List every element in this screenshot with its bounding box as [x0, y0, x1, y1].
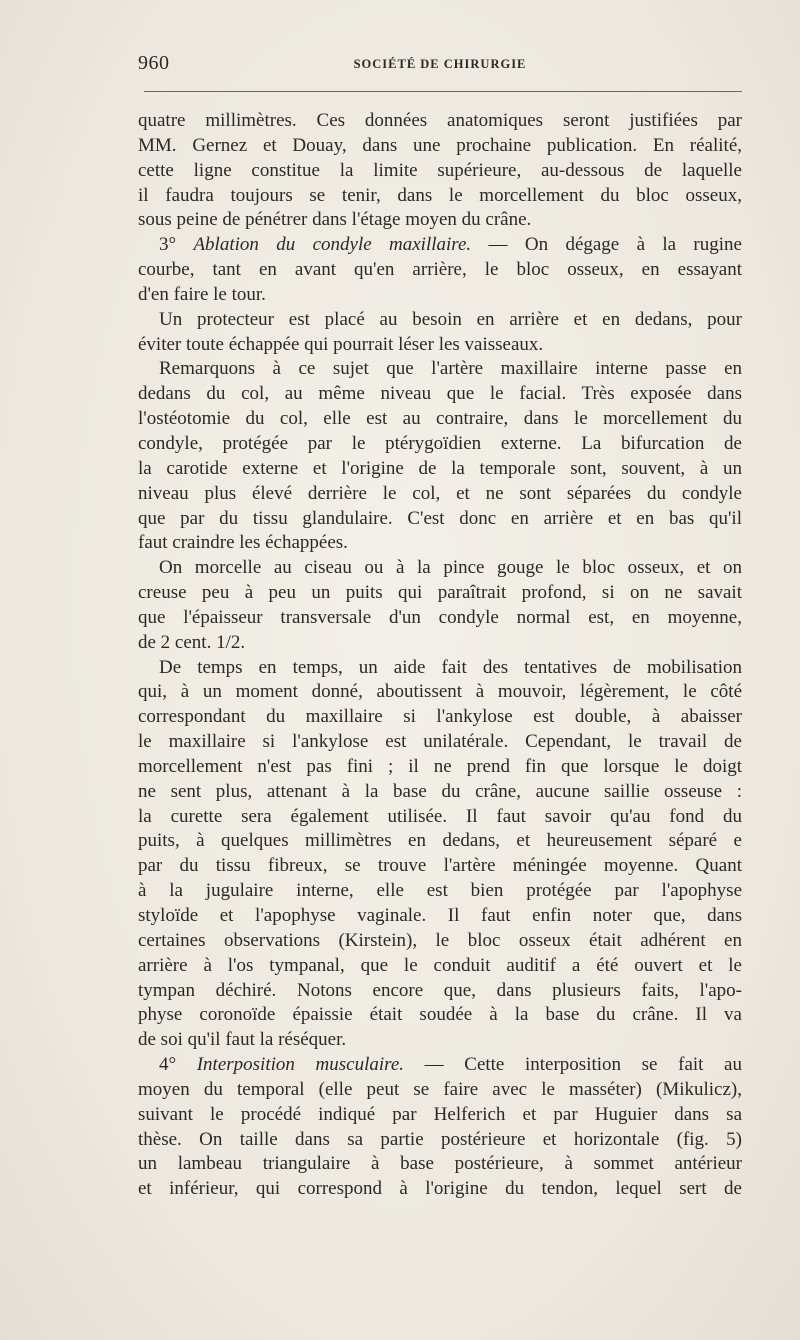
- text-line: [138, 1053, 742, 1078]
- section-number: 4°: [159, 1054, 197, 1076]
- text-line: On morcelle au ciseau ou à la pince gouge le bloc osseux, et on: [159, 557, 742, 579]
- text-line: suivant le procédé indiqué par Helferich et par Huguier dans sa: [138, 1103, 742, 1125]
- text-line: la curette sera également utilisée. Il faut savoir qu'au fond du: [138, 805, 742, 827]
- page-number: 960: [138, 52, 170, 74]
- text-line: sous peine de pénétrer dans l'étage moyen du crâne.: [138, 209, 532, 231]
- text-line: puits, à quelques millimètres en dedans, et heureusement séparé e: [138, 830, 742, 852]
- header-rule: [144, 91, 742, 92]
- text-line: ne sent plus, attenant à la base du crâne, aucune saillie osseuse :: [138, 780, 742, 802]
- text-line: l'ostéotomie du col, elle est au contraire, dans le morcellement du: [138, 408, 742, 430]
- text-line: dedans du col, au même niveau que le facial. Très exposée dans: [138, 383, 742, 405]
- text-line: Remarquons à ce sujet que l'artère maxillaire interne passe en: [159, 358, 742, 380]
- text-line: éviter toute échappée qui pourrait léser les vaisseaux.: [138, 333, 544, 355]
- text-line: creuse peu à peu un puits qui paraîtrait profond, si on ne savait: [138, 582, 742, 604]
- running-head: SOCIÉTÉ DE CHIRURGIE: [353, 57, 527, 71]
- text-line: De temps en temps, un aide fait des tentatives de mobilisation: [159, 656, 742, 678]
- text-line: styloïde et l'apophyse vaginale. Il faut enfin noter que, dans: [138, 905, 742, 926]
- text-line: condyle, protégée par le ptérygoïdien externe. La bifurcation de: [138, 432, 742, 454]
- section-number: 3°: [159, 234, 194, 256]
- text-line: à la jugulaire interne, elle est bien protégée par l'apophyse: [138, 880, 742, 902]
- text-line: la carotide externe et l'origine de la temporale sont, souvent, à un: [138, 457, 742, 479]
- text-line: courbe, tant en avant qu'en arrière, le bloc osseux, en essayant: [138, 259, 742, 281]
- text-line: [138, 233, 742, 258]
- text-line: correspondant du maxillaire si l'ankylose est double, à abaisser: [138, 706, 742, 728]
- text-line: tympan déchiré. Notons encore que, dans plusieurs faits, l'apo-: [138, 979, 742, 1001]
- text-line: et inférieur, qui correspond à l'origine du tendon, lequel sert de: [138, 1178, 742, 1200]
- section-title: Ablation du condyle maxillaire.: [193, 234, 472, 256]
- text-line: certaines observations (Kirstein), le bloc osseux était adhérent en: [138, 929, 742, 951]
- text-line: le maxillaire si l'ankylose est unilatérale. Cependant, le travail de: [138, 731, 742, 753]
- section-text: — Cette interposition se fait au: [404, 1054, 742, 1076]
- text-line: morcellement n'est pas fini ; il ne prend fin que lorsque le doigt: [138, 755, 742, 777]
- text-line: niveau plus élevé derrière le col, et ne sont séparées du condyle: [138, 482, 742, 504]
- text-line: de soi qu'il faut la réséquer.: [138, 1029, 347, 1051]
- text-line: MM. Gernez et Douay, dans une prochaine publication. En réalité,: [138, 134, 742, 156]
- text-line: que l'épaisseur transversale d'un condyle normal est, en moyenne,: [138, 606, 742, 628]
- text-line: physe coronoïde épaissie était soudée à la base du crâne. Il va: [138, 1004, 742, 1026]
- text-line: que par du tissu glandulaire. C'est donc en arrière et en bas qu'il: [138, 507, 742, 529]
- section-text: — On dégage à la rugine: [471, 234, 742, 256]
- text-line: faut craindre les échappées.: [138, 532, 348, 554]
- text-line: quatre millimètres. Ces données anatomiques seront justifiées par: [138, 110, 742, 131]
- text-line: il faudra toujours se tenir, dans le morcellement du bloc osseux,: [138, 184, 742, 206]
- text-line: par du tissu fibreux, se trouve l'artère méningée moyenne. Quant: [138, 855, 742, 877]
- section-title: Interposition musculaire.: [196, 1054, 405, 1076]
- text-line: cette ligne constitue la limite supérieure, au-dessous de laquelle: [138, 159, 742, 181]
- text-line: d'en faire le tour.: [138, 283, 266, 305]
- text-line: arrière à l'os tympanal, que le conduit auditif a été ouvert et le: [138, 954, 742, 976]
- text-line: Un protecteur est placé au besoin en arrière et en dedans, pour: [159, 308, 742, 330]
- text-line: qui, à un moment donné, aboutissent à mouvoir, légèrement, le côté: [138, 681, 742, 703]
- page-header: [138, 52, 742, 76]
- body-text: [138, 109, 742, 1202]
- text-line: thèse. On taille dans sa partie postérieure et horizontale (fig. 5): [138, 1128, 742, 1150]
- text-line: de 2 cent. 1/2.: [138, 631, 246, 653]
- text-line: un lambeau triangulaire à base postérieure, à sommet antérieur: [138, 1153, 742, 1175]
- text-line: moyen du temporal (elle peut se faire avec le masséter) (Mikulicz),: [138, 1078, 742, 1100]
